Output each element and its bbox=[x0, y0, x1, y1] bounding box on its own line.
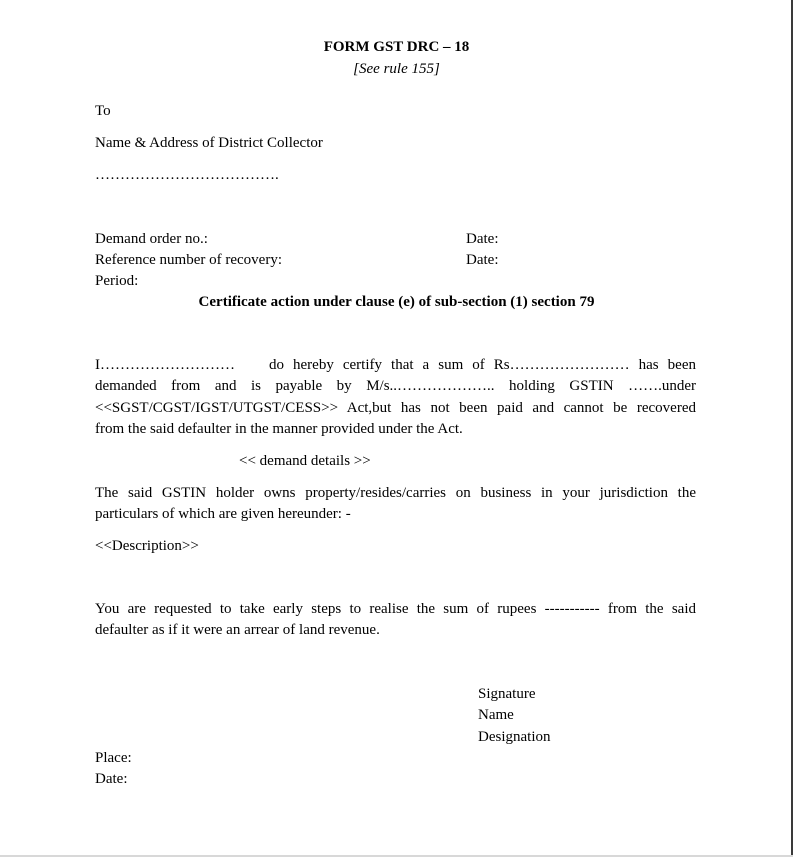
certify-line-1-sum: do hereby certify that a sum of Rs…………………… has been bbox=[269, 357, 696, 373]
period-label: Period: bbox=[95, 273, 139, 289]
name-label: Name bbox=[478, 707, 514, 723]
form-rule: [See rule 155] bbox=[353, 61, 440, 77]
certify-line-3: <<SGST/CGST/IGST/UTGST/CESS>> Act,but has not been paid and cannot be recovered bbox=[95, 400, 696, 416]
addressee-name-address: Name & Address of District Collector bbox=[95, 135, 323, 151]
request-line-1: You are requested to take early steps to realise the sum of rupees ----------- from the said bbox=[95, 601, 696, 617]
place-label: Place: bbox=[95, 750, 132, 766]
footer-date-label: Date: bbox=[95, 771, 128, 787]
form-title: FORM GST DRC – 18 bbox=[323, 39, 470, 55]
demand-details-placeholder: << demand details >> bbox=[239, 453, 371, 469]
certify-line-4: from the said defaulter in the manner provided under the Act. bbox=[95, 421, 463, 437]
designation-label: Designation bbox=[478, 729, 551, 745]
to-label: To bbox=[95, 103, 111, 119]
request-line-2: defaulter as if it were an arrear of land revenue. bbox=[95, 622, 380, 638]
certificate-heading: Certificate action under clause (e) of sub-section (1) section 79 bbox=[198, 294, 595, 310]
addressee-dotted-line: ………………………………. bbox=[95, 167, 279, 183]
certify-line-1-officer: I……………………… bbox=[95, 357, 235, 373]
property-line-2: particulars of which are given hereunder: - bbox=[95, 506, 351, 522]
certify-line-1 bbox=[95, 355, 696, 375]
certify-line-2: demanded from and is payable by M/s..……………….. holding GSTIN …….under bbox=[95, 378, 696, 394]
recovery-ref-date-label: Date: bbox=[466, 252, 499, 268]
recovery-ref-label: Reference number of recovery: bbox=[95, 252, 282, 268]
demand-order-label: Demand order no.: bbox=[95, 231, 208, 247]
demand-order-date-label: Date: bbox=[466, 231, 499, 247]
signature-label: Signature bbox=[478, 686, 536, 702]
description-placeholder: <<Description>> bbox=[95, 538, 199, 554]
property-line-1: The said GSTIN holder owns property/resides/carries on business in your jurisdiction the bbox=[95, 485, 696, 501]
